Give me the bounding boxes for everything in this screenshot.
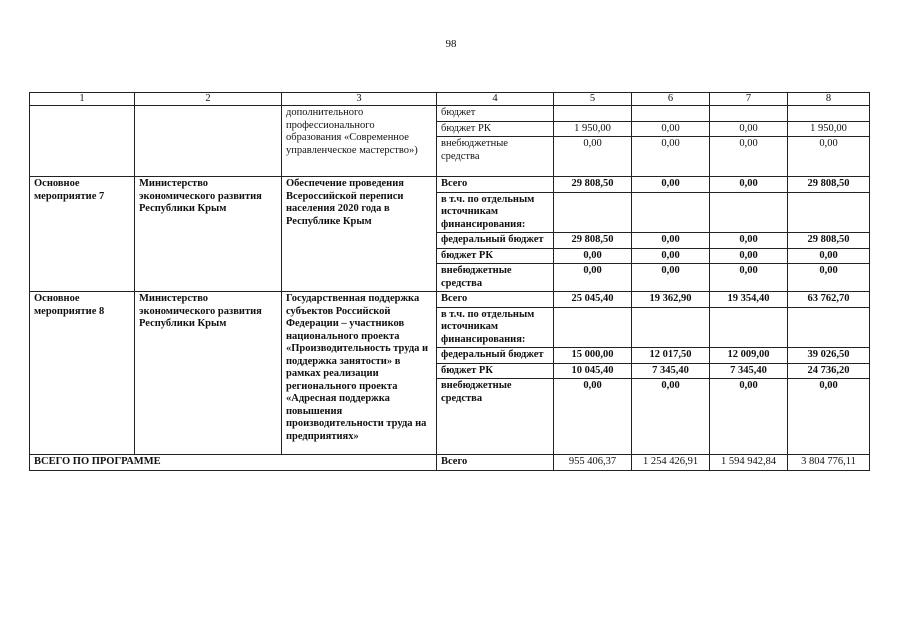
amount-cell: 0,00: [632, 379, 710, 455]
amount-cell: 0,00: [554, 379, 632, 455]
amount-cell: [554, 192, 632, 233]
event-name-cell: [30, 106, 135, 177]
table-row: [30, 292, 870, 308]
funding-source: бюджет: [437, 106, 554, 122]
amount-cell: 19 354,40: [710, 292, 788, 308]
funding-source: бюджет РК: [437, 121, 554, 137]
amount-cell: 12 017,50: [632, 348, 710, 364]
total-amount: 3 804 776,11: [788, 455, 870, 471]
amount-cell: 0,00: [632, 121, 710, 137]
amount-cell: 0,00: [632, 248, 710, 264]
amount-cell: [710, 106, 788, 122]
amount-cell: 19 362,90: [632, 292, 710, 308]
amount-cell: 0,00: [710, 137, 788, 177]
funding-source: внебюджетные средства: [437, 264, 554, 292]
column-number: 5: [554, 93, 632, 106]
column-number: 6: [632, 93, 710, 106]
amount-cell: 7 345,40: [632, 363, 710, 379]
total-label: ВСЕГО ПО ПРОГРАММЕ: [30, 455, 437, 471]
amount-cell: [554, 307, 632, 348]
amount-cell: 0,00: [710, 233, 788, 249]
column-number: 1: [30, 93, 135, 106]
funding-source: Всего: [437, 292, 554, 308]
table-row: [30, 106, 870, 122]
funding-source: Всего: [437, 177, 554, 193]
amount-cell: 29 808,50: [554, 177, 632, 193]
column-number: 7: [710, 93, 788, 106]
amount-cell: [710, 192, 788, 233]
amount-cell: 29 808,50: [788, 233, 870, 249]
amount-cell: [788, 307, 870, 348]
total-amount: 1 594 942,84: [710, 455, 788, 471]
amount-cell: [710, 307, 788, 348]
funding-source: Всего: [437, 455, 554, 471]
event-description: Государственная поддержка субъектов Российской Федерации – участников национального проекта «Производительность труда и поддержка занятости» в рамках реализации регионального проекта «Адресная поддержка повышения производительности труда на предприятиях»: [282, 292, 437, 455]
amount-cell: 0,00: [710, 177, 788, 193]
amount-cell: 0,00: [710, 121, 788, 137]
column-number: 8: [788, 93, 870, 106]
amount-cell: 0,00: [710, 264, 788, 292]
funding-source: федеральный бюджет: [437, 348, 554, 364]
amount-cell: 0,00: [710, 379, 788, 455]
column-number: 2: [135, 93, 282, 106]
page-number: 98: [445, 38, 457, 50]
funding-source: в т.ч. по отдельным источникам финансирования:: [437, 307, 554, 348]
total-amount: 955 406,37: [554, 455, 632, 471]
amount-cell: 0,00: [632, 137, 710, 177]
amount-cell: 0,00: [788, 379, 870, 455]
funding-source: внебюджетные средства: [437, 137, 554, 177]
amount-cell: 63 762,70: [788, 292, 870, 308]
amount-cell: 0,00: [788, 248, 870, 264]
column-number: 4: [437, 93, 554, 106]
amount-cell: [632, 192, 710, 233]
funding-source: бюджет РК: [437, 248, 554, 264]
amount-cell: 1 950,00: [554, 121, 632, 137]
amount-cell: 0,00: [632, 177, 710, 193]
amount-cell: [788, 192, 870, 233]
column-number-row: [30, 93, 870, 106]
amount-cell: 0,00: [788, 264, 870, 292]
executor-cell: Министерство экономического развития Республики Крым: [135, 292, 282, 455]
event-description: дополнительного профессионального образования «Современное управленческое мастерство»): [282, 106, 437, 177]
amount-cell: 15 000,00: [554, 348, 632, 364]
event-name-cell: Основное мероприятие 8: [30, 292, 135, 455]
table-row: [30, 177, 870, 193]
event-name-cell: Основное мероприятие 7: [30, 177, 135, 292]
amount-cell: 0,00: [632, 233, 710, 249]
amount-cell: 0,00: [554, 248, 632, 264]
total-amount: 1 254 426,91: [632, 455, 710, 471]
amount-cell: 39 026,50: [788, 348, 870, 364]
amount-cell: [554, 106, 632, 122]
event-description: Обеспечение проведения Всероссийской переписи населения 2020 года в Республике Крым: [282, 177, 437, 292]
amount-cell: 1 950,00: [788, 121, 870, 137]
executor-cell: [135, 106, 282, 177]
executor-cell: Министерство экономического развития Республики Крым: [135, 177, 282, 292]
amount-cell: 0,00: [710, 248, 788, 264]
amount-cell: 0,00: [554, 137, 632, 177]
funding-source: в т.ч. по отдельным источникам финансирования:: [437, 192, 554, 233]
column-number: 3: [282, 93, 437, 106]
amount-cell: [632, 106, 710, 122]
amount-cell: [632, 307, 710, 348]
budget-table: [29, 92, 870, 471]
amount-cell: 29 808,50: [788, 177, 870, 193]
amount-cell: 0,00: [788, 137, 870, 177]
amount-cell: 0,00: [632, 264, 710, 292]
amount-cell: 7 345,40: [710, 363, 788, 379]
amount-cell: 12 009,00: [710, 348, 788, 364]
funding-source: внебюджетные средства: [437, 379, 554, 455]
amount-cell: [788, 106, 870, 122]
amount-cell: 24 736,20: [788, 363, 870, 379]
amount-cell: 10 045,40: [554, 363, 632, 379]
amount-cell: 25 045,40: [554, 292, 632, 308]
amount-cell: 29 808,50: [554, 233, 632, 249]
funding-source: федеральный бюджет: [437, 233, 554, 249]
amount-cell: 0,00: [554, 264, 632, 292]
total-row: [30, 455, 870, 471]
funding-source: бюджет РК: [437, 363, 554, 379]
